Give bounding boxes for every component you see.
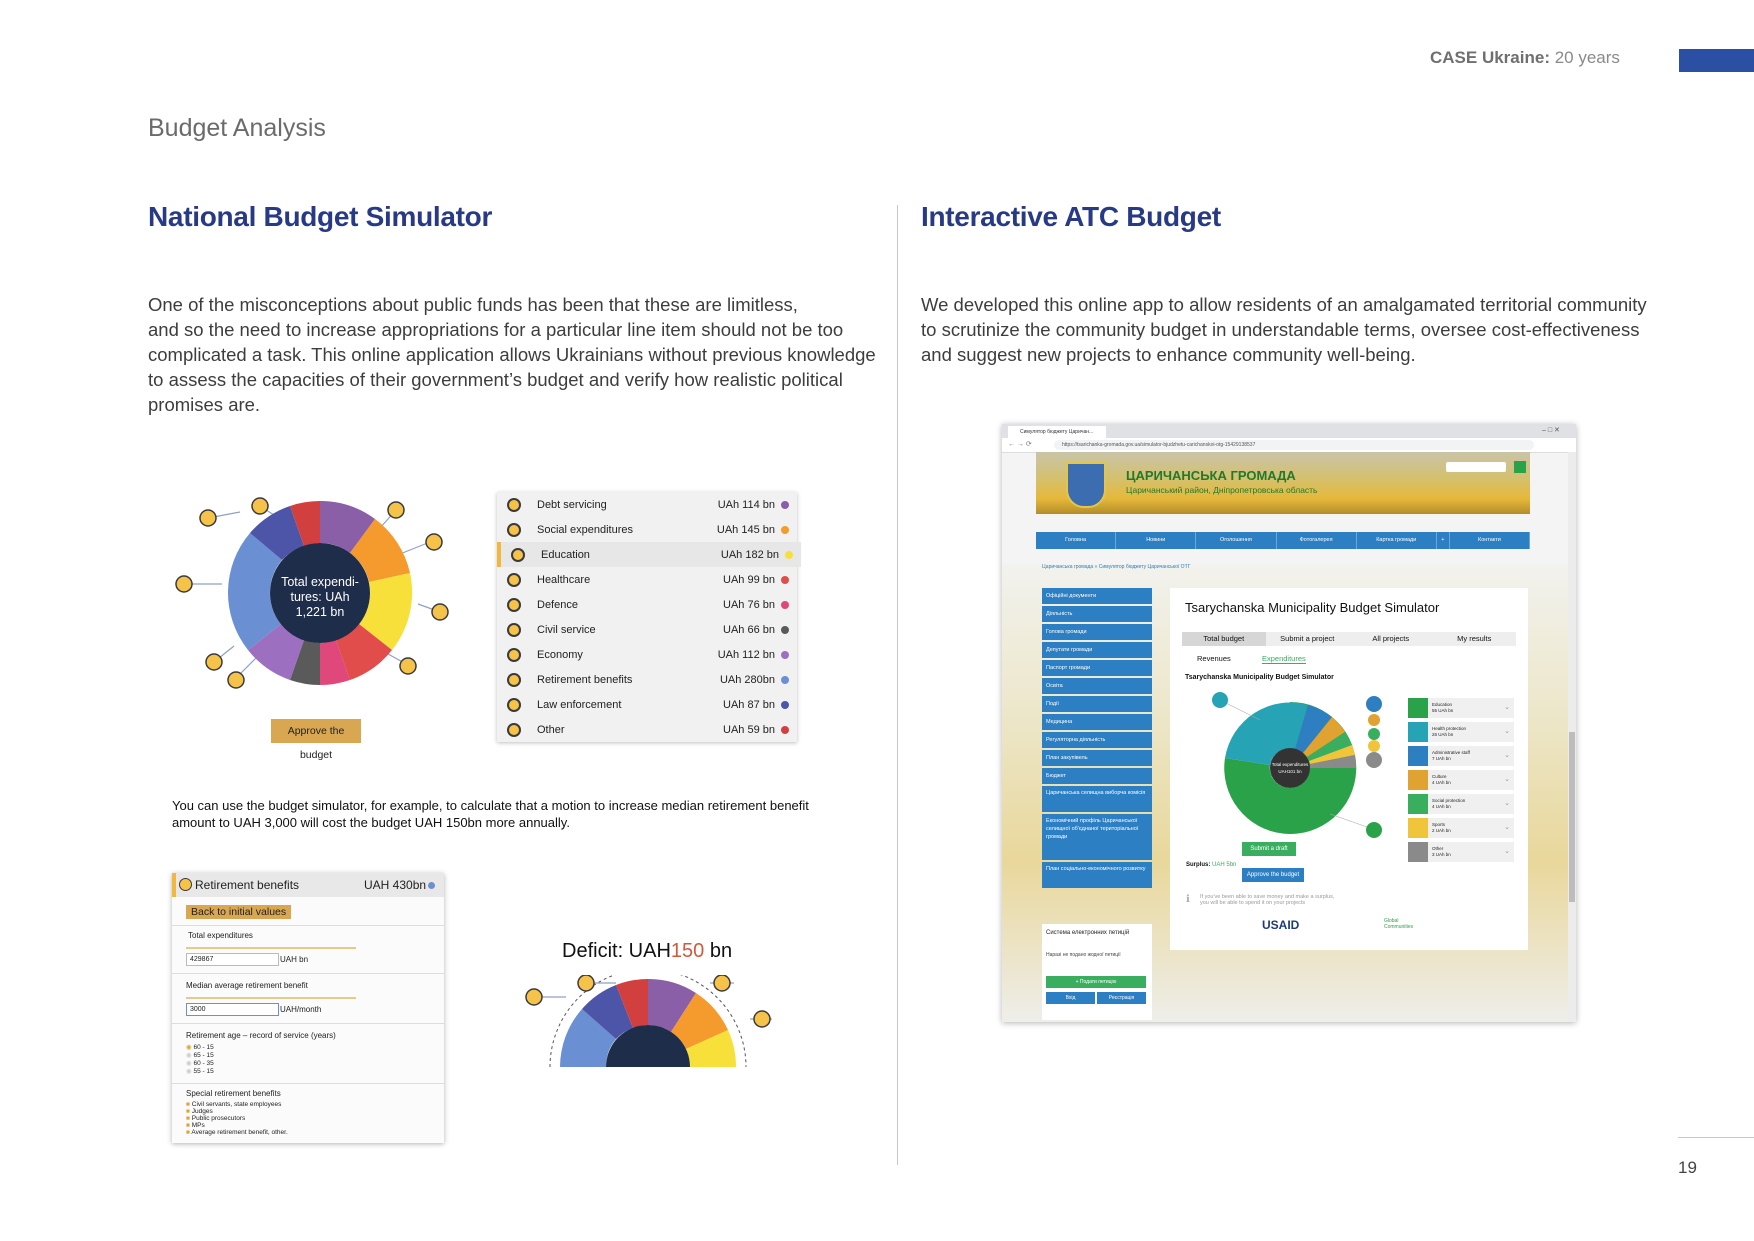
radio-icon[interactable]: ◉ [186, 1068, 192, 1075]
sidebar-item[interactable]: Регуляторна діяльність [1042, 732, 1152, 748]
category-value: 55 UAh bn [1432, 708, 1454, 713]
legend-value: UAh 87 bn [723, 698, 775, 711]
budget-legend [497, 492, 797, 742]
left-body-line: promises are. [148, 394, 261, 415]
radio-icon[interactable]: ◉ [186, 1052, 192, 1059]
special-option[interactable] [186, 1129, 288, 1136]
category-value: 26 UAh bn [1432, 732, 1454, 737]
site-nav-item[interactable]: Новини [1116, 532, 1196, 549]
site-subtitle: Царичанський район, Дніпропетровська область [1126, 485, 1318, 495]
special-option[interactable] [186, 1122, 205, 1129]
legend-row[interactable] [497, 642, 797, 667]
surplus-note [1200, 894, 1334, 906]
sidebar-item[interactable]: Голова громади [1042, 624, 1152, 640]
petitions-box [1042, 924, 1152, 1020]
divider [172, 1023, 444, 1024]
site-nav-item[interactable]: Картка громади [1357, 532, 1437, 549]
atc-website-screenshot [1002, 424, 1576, 1022]
special-option-label: Civil servants, state employees [191, 1101, 282, 1108]
left-title: National Budget Simulator [148, 201, 493, 232]
age-option[interactable] [186, 1067, 214, 1075]
category-text [1432, 750, 1470, 762]
category-label: Education [1432, 702, 1453, 707]
category-icon [1408, 746, 1428, 766]
page-number: 19 [1678, 1158, 1697, 1177]
age-option-label: 60 - 35 [193, 1060, 214, 1067]
site-banner [1036, 452, 1530, 514]
legend-value: UAh 114 bn [717, 498, 775, 511]
legend-color-dot [781, 676, 789, 684]
median-benefit-input[interactable]: 3000 [186, 1003, 279, 1016]
donut-center-line: 1,221 bn [295, 605, 345, 619]
petitions-title: Система електронних петицій [1046, 930, 1130, 936]
retirement-color-dot [428, 882, 435, 889]
browser-address-bar [1002, 438, 1576, 453]
legend-row[interactable] [497, 567, 797, 592]
breadcrumb[interactable]: Царичанська громада » Симулятор бюджету Царичанської ОТГ [1042, 564, 1191, 570]
checkbox-icon[interactable]: ■ [186, 1101, 190, 1108]
category-value: 4 UAh bn [1432, 780, 1451, 785]
window-controls-icon[interactable]: – □ ✕ [1542, 427, 1560, 434]
retirement-amount: UAH 430bn [364, 878, 427, 892]
age-option-label: 60 - 15 [193, 1044, 214, 1051]
expenditure-category[interactable] [1408, 770, 1514, 790]
right-title: Interactive ATC Budget [921, 201, 1221, 232]
legend-row[interactable] [497, 542, 801, 567]
expenditure-category[interactable] [1408, 794, 1514, 814]
category-label: Other [1432, 846, 1444, 851]
legend-color-dot [781, 701, 789, 709]
category-icon [507, 648, 521, 662]
category-label: Health protection [1432, 726, 1467, 731]
legend-color-dot [781, 651, 789, 659]
note-line: you will be able to spend it on your projects [1200, 900, 1306, 906]
deficit-suffix: bn [704, 940, 733, 962]
legend-color-dot [781, 601, 789, 609]
deficit-prefix: Deficit: UAH [562, 940, 671, 962]
category-icon [1408, 794, 1428, 814]
atc-donut-center-line: UAH101 bn [1278, 769, 1302, 774]
surplus-value: UAH 5bn [1212, 862, 1237, 868]
special-option-label: MPs [191, 1122, 205, 1129]
legend-label: Law enforcement [537, 698, 622, 711]
category-text [1432, 798, 1465, 810]
special-option[interactable] [186, 1108, 213, 1115]
legend-label: Other [537, 723, 565, 736]
right-body-line: and suggest new projects to enhance community well-being. [921, 344, 1416, 365]
chevron-down-icon[interactable]: ⌄ [1504, 848, 1510, 855]
simulator-caption [172, 797, 812, 831]
scrollbar[interactable] [1568, 452, 1576, 1022]
footer-line [1678, 1137, 1754, 1138]
surplus-label [1186, 862, 1236, 868]
info-icon: ℹ [1186, 894, 1190, 905]
checkbox-icon[interactable]: ■ [186, 1122, 190, 1129]
left-body-line: One of the misconceptions about public funds has been that these are limitless, [148, 294, 798, 315]
donut-center-label [264, 575, 376, 620]
category-text [1432, 702, 1453, 714]
header-accent-bar [1679, 49, 1754, 72]
url-field[interactable]: https://tsarichanka-gromada.gov.ua/simulator-bjudzhetu-carichanskoi-otg-15429138537 [1054, 440, 1534, 450]
category-icon [511, 548, 525, 562]
accent-stripe [172, 873, 176, 897]
special-option[interactable] [186, 1115, 245, 1122]
left-body-line: to assess the capacities of their government’s budget and verify how realistic political [148, 369, 843, 390]
sidebar-item[interactable]: Бюджет [1042, 768, 1152, 784]
global-communities-logo: Global Communities [1384, 918, 1414, 930]
register-button[interactable]: Реєстрація [1097, 992, 1146, 1004]
approve-budget-button[interactable]: Approve the budget [271, 719, 361, 743]
checkbox-icon[interactable]: ■ [186, 1115, 190, 1122]
special-benefits-label: Special retirement benefits [186, 1089, 281, 1098]
note-line: If you've been able to save money and make a surplus, [1200, 894, 1335, 900]
legend-row[interactable] [497, 667, 797, 692]
header-brand [1430, 48, 1620, 68]
category-icon [1408, 770, 1428, 790]
category-text [1432, 822, 1451, 834]
deficit-number: 150 [670, 940, 705, 962]
legend-value: UAh 112 bn [717, 648, 775, 661]
retirement-card [172, 873, 444, 1143]
age-option[interactable] [186, 1059, 214, 1067]
coat-of-arms-icon [1066, 462, 1106, 508]
simulator-tab[interactable]: Submit a project [1280, 634, 1335, 643]
age-option[interactable] [186, 1051, 214, 1059]
category-icon [507, 723, 521, 737]
site-nav-item[interactable]: + [1437, 532, 1450, 549]
category-label: Culture [1432, 774, 1447, 779]
browser-tab[interactable]: Симулятор бюджету Царичан... [1008, 426, 1106, 438]
deficit-half-donut [520, 975, 780, 1071]
age-option-label: 65 - 15 [193, 1052, 214, 1059]
divider [172, 973, 444, 974]
site-nav-item[interactable]: Оголошення [1196, 532, 1276, 549]
total-expenditures-unit: UAH bn [280, 955, 309, 964]
category-value: 2 UAh bn [1432, 828, 1451, 833]
simulator-tab[interactable]: My results [1457, 634, 1492, 643]
divider [172, 925, 444, 926]
radio-icon[interactable]: ◉ [186, 1044, 192, 1051]
deficit-label [562, 940, 732, 963]
checkbox-icon[interactable]: ■ [186, 1108, 190, 1115]
radio-icon[interactable]: ◉ [186, 1060, 192, 1067]
sidebar-item[interactable]: Діяльність [1042, 606, 1152, 622]
checkbox-icon[interactable]: ■ [186, 1129, 190, 1136]
chevron-down-icon[interactable]: ⌄ [1504, 752, 1510, 759]
legend-label: Healthcare [537, 573, 591, 586]
donut-center-line: tures: UAh [290, 590, 350, 604]
expenditure-category[interactable] [1408, 698, 1514, 718]
sidebar-item[interactable]: Освіта [1042, 678, 1152, 694]
retirement-icon [179, 878, 192, 891]
legend-value: UAh 59 bn [723, 723, 775, 736]
special-option-label: Average retirement benefit, other. [191, 1129, 288, 1136]
category-icon [1408, 722, 1428, 742]
legend-label: Retirement benefits [537, 673, 633, 686]
total-expenditures-input[interactable]: 429867 [186, 953, 279, 966]
legend-color-dot [785, 551, 793, 559]
rss-icon[interactable] [1514, 461, 1526, 473]
legend-row[interactable] [497, 717, 797, 742]
category-text [1432, 774, 1451, 786]
column-divider [897, 205, 898, 1165]
sidebar-item[interactable]: Медицина [1042, 714, 1152, 730]
category-value: 3 UAh bn [1432, 852, 1451, 857]
atc-donut-center-line: Total expenditures [1271, 762, 1309, 767]
login-button[interactable]: Вхід [1046, 992, 1095, 1004]
legend-value: UAh 99 bn [723, 573, 775, 586]
sidebar-item[interactable]: Події [1042, 696, 1152, 712]
retirement-card-header [172, 873, 444, 897]
legend-value: UAh 66 bn [723, 623, 775, 636]
legend-row[interactable] [497, 692, 797, 717]
right-body [921, 292, 1661, 367]
category-icon [507, 623, 521, 637]
legend-value: UAh 145 bn [716, 523, 775, 536]
category-icon [507, 698, 521, 712]
total-expenditures-slider[interactable] [186, 947, 356, 949]
chevron-down-icon[interactable]: ⌄ [1504, 800, 1510, 807]
expenditure-category[interactable] [1408, 818, 1514, 838]
category-value: 4 UAh bn [1432, 804, 1451, 809]
sidebar-item[interactable]: Паспорт громади [1042, 660, 1152, 676]
caption-line: amount to UAH 3,000 will cost the budget UAH 150bn more annually. [172, 815, 570, 830]
category-label: Administrative staff [1432, 750, 1470, 755]
sidebar-item[interactable]: Офіційні документи [1042, 588, 1152, 604]
legend-label: Civil service [537, 623, 596, 636]
site-title: ЦАРИЧАНСЬКА ГРОМАДА [1126, 468, 1296, 483]
brand-years: 20 years [1554, 48, 1620, 67]
chevron-down-icon[interactable]: ⌄ [1504, 776, 1510, 783]
revenues-tab[interactable]: Revenues [1197, 654, 1231, 663]
legend-color-dot [781, 626, 789, 634]
legend-value: UAh 280bn [719, 673, 775, 686]
category-icon [507, 523, 521, 537]
simulator-tab[interactable]: All projects [1372, 634, 1410, 643]
left-body [148, 292, 878, 417]
expenditure-category[interactable] [1408, 842, 1514, 862]
legend-label: Debt servicing [537, 498, 607, 511]
expenditures-tab[interactable]: Expenditures [1262, 654, 1306, 663]
simulator-tab[interactable]: Total budget [1182, 632, 1266, 646]
legend-value: UAh 76 bn [723, 598, 775, 611]
age-option-label: 55 - 15 [193, 1068, 214, 1075]
donut-center-line: Total expendi- [281, 575, 359, 589]
sidebar-item[interactable]: План соціально-економічного розвитку [1042, 862, 1152, 888]
legend-row[interactable] [497, 492, 797, 517]
chevron-down-icon[interactable]: ⌄ [1504, 704, 1510, 711]
legend-color-dot [781, 576, 789, 584]
chevron-down-icon[interactable]: ⌄ [1504, 728, 1510, 735]
sidebar-item[interactable]: Економічний профіль Царичанської селищної об'єднаної територіальної громади [1042, 814, 1152, 860]
retirement-title: Retirement benefits [195, 878, 300, 892]
caption-line: You can use the budget simulator, for example, to calculate that a motion to increase median retirement benefit [172, 798, 809, 813]
petitions-text: Наразі не подано жодної петиції [1046, 952, 1121, 958]
total-expenditures-label: Total expenditures [188, 931, 253, 940]
sidebar-item[interactable]: План закупівель [1042, 750, 1152, 766]
category-text [1432, 846, 1451, 858]
legend-label: Social expenditures [537, 523, 634, 536]
category-icon [1408, 818, 1428, 838]
site-nav [1036, 532, 1530, 549]
legend-row[interactable] [497, 517, 797, 542]
retirement-age-label: Retirement age – record of service (years) [186, 1031, 336, 1040]
back-to-initial-button[interactable]: Back to initial values [186, 905, 291, 919]
legend-color-dot [781, 726, 789, 734]
category-icon [507, 598, 521, 612]
site-nav-item[interactable]: Головна [1036, 532, 1116, 549]
browser-tabstrip [1002, 424, 1576, 438]
legend-color-dot [781, 526, 789, 534]
special-option-label: Judges [191, 1108, 213, 1115]
brand-name: CASE Ukraine: [1430, 48, 1550, 67]
legend-label: Education [541, 548, 590, 561]
simulator-title: Tsarychanska Municipality Budget Simulator [1185, 600, 1440, 615]
submit-petition-button[interactable]: + Подати петицію [1046, 976, 1146, 988]
left-body-line: complicated a task. This online application allows Ukrainians without previous knowledge [148, 344, 876, 365]
median-benefit-slider[interactable] [186, 997, 356, 999]
right-body-line: We developed this online app to allow residents of an amalgamated territorial community [921, 294, 1647, 315]
median-benefit-label: Median average retirement benefit [186, 981, 308, 990]
scrollbar-thumb[interactable] [1569, 732, 1575, 902]
category-icon [507, 573, 521, 587]
simulator-panel [1170, 588, 1528, 950]
legend-row[interactable] [497, 592, 797, 617]
category-icon [1408, 698, 1428, 718]
simulator-tabs [1182, 632, 1516, 646]
special-option-label: Public prosecutors [191, 1115, 246, 1122]
legend-color-dot [781, 501, 789, 509]
browser-nav-icons[interactable]: ← → ⟳ [1008, 441, 1032, 448]
category-value: 7 UAh bn [1432, 756, 1451, 761]
category-text [1432, 726, 1466, 738]
category-icon [507, 673, 521, 687]
sidebar-item[interactable]: Царичанська селищна виборча комісія [1042, 786, 1152, 812]
expenditure-category[interactable] [1408, 746, 1514, 766]
category-label: Sports [1432, 822, 1446, 827]
atc-donut-center [1262, 761, 1318, 775]
chevron-down-icon[interactable]: ⌄ [1504, 824, 1510, 831]
divider [172, 1083, 444, 1084]
site-nav-item[interactable]: Фотогалерея [1277, 532, 1357, 549]
submit-draft-button[interactable]: Submit a draft [1242, 842, 1296, 856]
expenditure-category[interactable] [1408, 722, 1514, 742]
site-nav-item[interactable]: Контакти [1450, 532, 1530, 549]
age-option[interactable] [186, 1043, 214, 1051]
approve-atc-budget-button[interactable]: Approve the budget [1242, 868, 1304, 882]
language-select[interactable] [1446, 462, 1506, 472]
sidebar-item[interactable]: Депутати громади [1042, 642, 1152, 658]
section-title: Budget Analysis [148, 114, 326, 142]
legend-label: Defence [537, 598, 578, 611]
left-body-line: and so the need to increase appropriations for a particular line item should not be too [148, 319, 844, 340]
special-option[interactable] [186, 1101, 281, 1108]
median-benefit-unit: UAH/month [280, 1005, 322, 1014]
legend-label: Economy [537, 648, 583, 661]
simulator-subtitle: Tsarychanska Municipality Budget Simulator [1185, 674, 1334, 681]
legend-value: UAh 182 bn [720, 548, 779, 561]
surplus-key: Surplus: [1186, 862, 1211, 868]
legend-row[interactable] [497, 617, 797, 642]
right-body-line: to scrutinize the community budget in understandable terms, oversee cost-effectiveness [921, 319, 1640, 340]
category-icon [507, 498, 521, 512]
category-label: Social protection [1432, 798, 1466, 803]
category-icon [1408, 842, 1428, 862]
usaid-logo: USAID [1262, 918, 1300, 932]
